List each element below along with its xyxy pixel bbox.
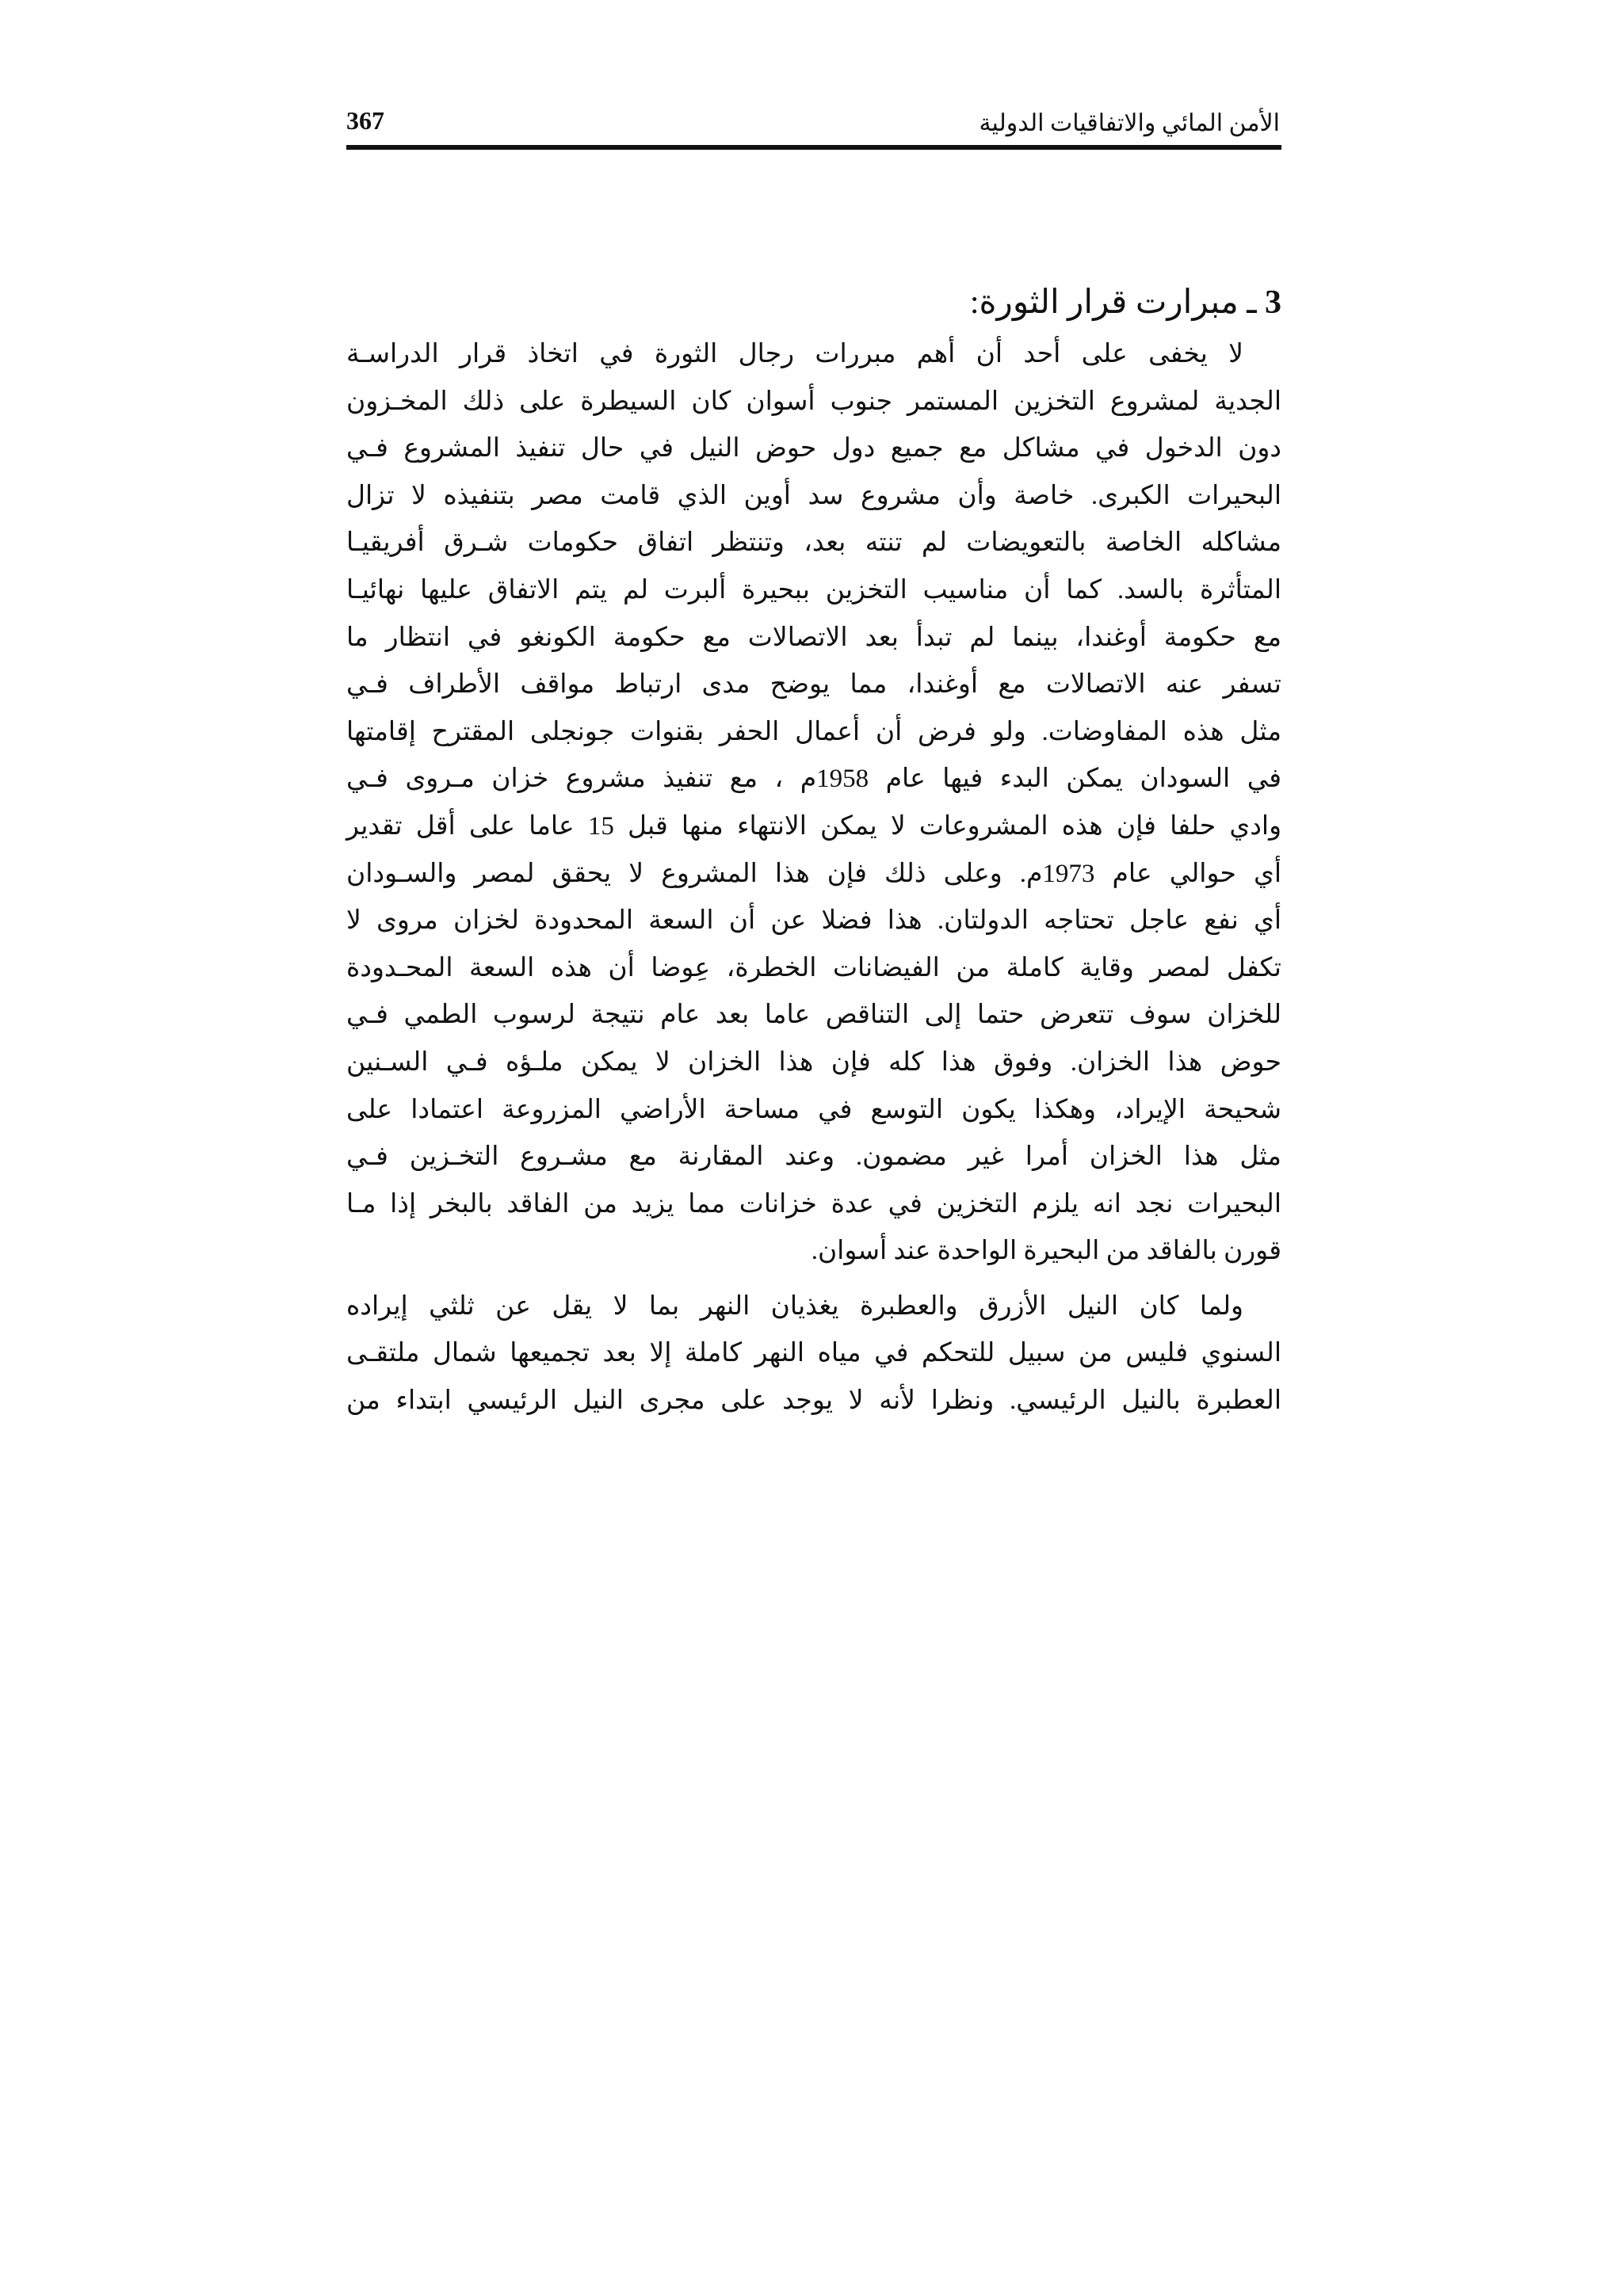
section-number: 3	[1265, 284, 1281, 321]
text-line: المتأثرة بالسد. كما أن مناسيب التخزين ببحيرة ألبرت لم يتم الاتفاق عليها نهائيـا	[346, 575, 1281, 605]
text-line: حوض هذا الخزان. وفوق هذا كله فإن هذا الخزان لا يمكن ملـؤه فـي السـنين	[346, 1047, 1281, 1077]
text-line: دون الدخول في مشاكل مع جميع دول حوض النيل في حال تنفيذ المشروع فـي	[346, 434, 1281, 463]
page-number: 367	[346, 106, 384, 135]
running-header-title: الأمن المائي والاتفاقيات الدولية	[979, 110, 1280, 136]
text-line: الجدية لمشروع التخزين المستمر جنوب أسوان كان السيطرة على ذلك المخـزون	[346, 387, 1281, 416]
text-line: لا يخفى على أحد أن أهم مبررات رجال الثورة في اتخاذ قرار الدراسـة	[346, 340, 1243, 368]
section	[346, 279, 1281, 1433]
text-line: في السودان يمكن البدء فيها عام 1958م ، مع تنفيذ مشروع خزان مـروى فـي	[346, 765, 1281, 794]
text-line: أي نفع عاجل تحتاجه الدولتان. هذا فضلا عن أن السعة المحدودة لخزان مروى لا	[346, 906, 1281, 936]
text-line: ولما كان النيل الأزرق والعطبرة يغذيان النهر بما لا يقل عن ثلثي إيراده	[346, 1291, 1243, 1321]
text-line: قورن بالفاقد من البحيرة الواحدة عند أسوان.	[811, 1237, 1281, 1266]
text-line: تسفر عنه الاتصالات مع أوغندا، مما يوضح مدى ارتباط مواقف الأطراف فـي	[346, 670, 1281, 700]
text-line: أي حوالي عام 1973م. وعلى ذلك فإن هذا المشروع لا يحقق لمصر والسـودان	[346, 859, 1281, 888]
paragraph-2	[346, 1283, 1281, 1425]
running-header	[346, 101, 1280, 143]
paragraph-1	[346, 331, 1281, 1276]
text-line: للخزان سوف تتعرض حتما إلى التناقص عاما بعد عام نتيجة لرسوب الطمي فـي	[346, 1001, 1281, 1030]
header-rule	[346, 145, 1281, 150]
text-line: العطبرة بالنيل الرئيسي. ونظرا لأنه لا يوجد على مجرى النيل الرئيسي ابتداء من	[346, 1386, 1281, 1416]
text-line: السنوي فليس من سبيل للتحكم في مياه النهر كاملة إلا بعد تجميعها شمال ملتقـى	[346, 1339, 1281, 1368]
text-line: البحيرات الكبرى. خاصة وأن مشروع سد أوين الذي قامت مصر بتنفيذه لا تزال	[346, 481, 1281, 510]
text-line: مثل هذه المفاوضات. ولو فرض أن أعمال الحفر بقنوات جونجلى المقترح إقامتها	[346, 717, 1281, 746]
text-line: وادي حلفا فإن هذه المشروعات لا يمكن الانتهاء منها قبل 15 عاما على أقل تقدير	[346, 811, 1281, 841]
text-line: مثل هذا الخزان أمرا غير مضمون. وعند المقارنة مع مشـروع التخـزين فـي	[346, 1142, 1281, 1172]
text-line: مع حكومة أوغندا، بينما لم تبدأ بعد الاتصالات مع حكومة الكونغو في انتظار ما	[346, 623, 1281, 652]
section-title: ـ مبرارت قرار الثورة:	[969, 284, 1265, 321]
text-line: شحيحة الإيراد، وهكذا يكون التوسع في مساحة الأراضي المزروعة اعتمادا على	[346, 1095, 1281, 1124]
text-line: البحيرات نجد انه يلزم التخزين في عدة خزانات مما يزيد من الفاقد بالبخر إذا مـا	[346, 1189, 1281, 1219]
text-line: تكفل لمصر وقاية كاملة من الفيضانات الخطرة، عِوضا أن هذه السعة المحـدودة	[346, 953, 1281, 982]
text-line: مشاكله الخاصة بالتعويضات لم تنته بعد، وتنتظر اتفاق حكومات شـرق أفريقيـا	[346, 528, 1281, 558]
section-heading	[346, 279, 1281, 326]
